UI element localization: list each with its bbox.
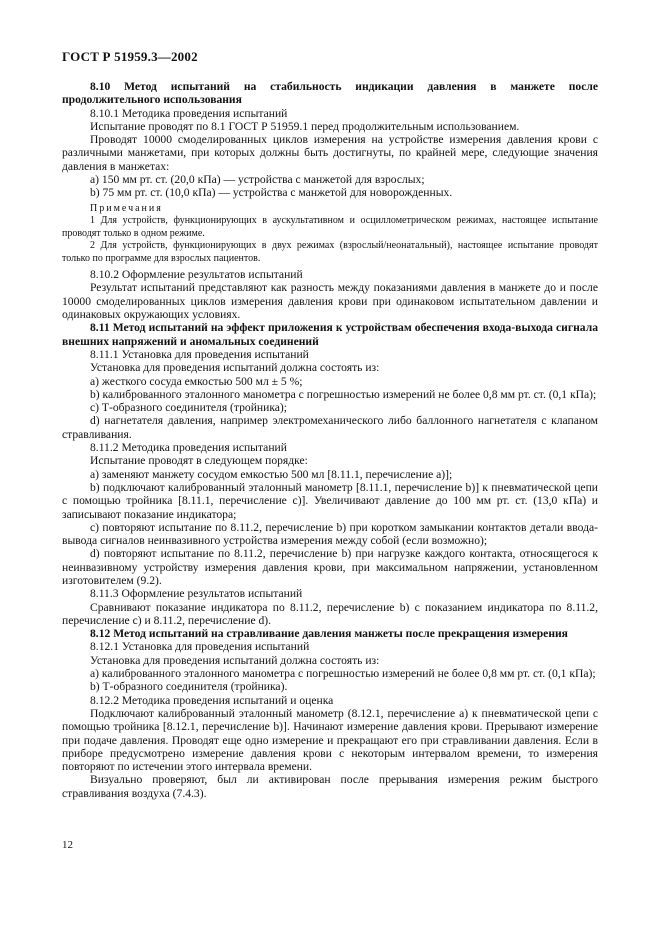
list-item: d) повторяют испытание по 8.11.2, перечисление b) при нагрузке каждого контакта, относящегося к неинвазивному устройству измерения давления крови, при максимальном напряжении, установленном изготовителем (9.2). bbox=[62, 547, 598, 587]
list-item: a) калиброванного эталонного манометра с погрешностью измерений не более 0,8 мм рт. ст. (0,1 кПа); bbox=[90, 667, 596, 681]
subsection-8-10-2: 8.10.2 Оформление результатов испытаний bbox=[90, 268, 303, 282]
list-item: b) Т-образного соединителя (тройника). bbox=[90, 680, 288, 694]
subsection-8-10-1: 8.10.1 Методика проведения испытаний bbox=[90, 106, 288, 120]
subsection-8-11-2: 8.11.2 Методика проведения испытаний bbox=[90, 441, 287, 455]
list-item: d) нагнетателя давления, например электромеханического либо баллонного нагнетателя с клапаном стравливания. bbox=[62, 414, 598, 441]
section-heading-8-10: 8.10 Метод испытаний на стабильность индикации давления в манжете после продолжительного использования bbox=[62, 80, 598, 107]
document-body bbox=[62, 80, 598, 800]
note-item: 2 Для устройств, функционирующих в двух режимах (взрослый/неонатальный), настоящее испытание проводят только по программе для взрослых пациентов. bbox=[62, 240, 598, 264]
paragraph: Проводят 10000 смоделированных циклов измерения на устройстве измерения давления крови с различными манжетами, при которых должны быть достигнуты, по крайней мере, следующие значения давления в манжетах: bbox=[62, 133, 598, 173]
paragraph: Установка для проведения испытаний должна состоять из: bbox=[90, 361, 380, 375]
note-item: 1 Для устройств, функционирующих в аускультативном и осциллометрическом режимах, настоящее испытание проводят только в одном режиме. bbox=[62, 215, 598, 239]
list-item: a) заменяют манжету сосудом емкостью 500 мл [8.11.1, перечисление a)]; bbox=[90, 467, 453, 481]
section-heading-8-12: 8.12 Метод испытаний на стравливание давления манжеты после прекращения измерения bbox=[90, 627, 568, 641]
section-heading-8-11: 8.11 Метод испытаний на эффект приложения к устройствам обеспечения входа-выхода сигнала внешних напряжений и аномальных соединений bbox=[62, 321, 598, 348]
paragraph: Установка для проведения испытаний должна состоять из: bbox=[90, 653, 380, 667]
page-number: 12 bbox=[62, 839, 73, 851]
list-item: b) 75 мм рт. ст. (10,0 кПа) — устройства с манжетой для новорожденных. bbox=[90, 186, 453, 200]
subsection-8-12-1: 8.12.1 Установка для проведения испытаний bbox=[90, 640, 310, 654]
list-item: a) жесткого сосуда емкостью 500 мл ± 5 %; bbox=[90, 374, 303, 388]
list-item: a) 150 мм рт. ст. (20,0 кПа) — устройства с манжетой для взрослых; bbox=[90, 173, 425, 187]
paragraph: Визуально проверяют, был ли активирован после прерывания измерения режим быстрого стравливания воздуха (7.4.3). bbox=[62, 773, 598, 800]
list-item: c) повторяют испытание по 8.11.2, перечисление b) при коротком замыкании контактов детали ввода-вывода сигналов неинвазивного устройства измерения между собой (если возможно); bbox=[62, 520, 598, 548]
subsection-8-12-2: 8.12.2 Методика проведения испытаний и оценка bbox=[90, 693, 334, 707]
paragraph: Результат испытаний представляют как разность между показаниями давления в манжете до и после 10000 смоделированных циклов измерения давления крови при одинаковом испытательном давлении и одинаковых окружающих условиях. bbox=[62, 281, 598, 322]
list-item: b) калиброванного эталонного манометра с погрешностью измерений не более 0,8 мм рт. ст. (0,1 кПа); bbox=[90, 387, 597, 401]
list-item: b) подключают калиброванный эталонный манометр [8.11.1, перечисление b)] к пневматической цепи с помощью тройника [8.11.1, перечисление с)]. Увеличивают давление до 100 мм рт. ст. (13,0 кПа) и записывают показание индикатора; bbox=[62, 480, 598, 521]
paragraph: Сравнивают показание индикатора по 8.11.2, перечисление b) с показанием индикатора по 8.11.2, перечисление c) и 8.11.2, перечисление d). bbox=[62, 600, 598, 627]
paragraph: Подключают калиброванный эталонный манометр (8.12.1, перечисление a) к пневматической цепи с помощью тройника [8.12.1, перечисление b)]. Начинают измерение давления крови. Прерывают измерение при подаче давления. Проводят еще одно измерение и прекращают его при стравливании давления. Если в приборе предусмотрено измерение давления крови с некоторым интервалом времени, то измерения повторяют по истечении этого интервала времени. bbox=[62, 706, 598, 774]
subsection-8-11-3: 8.11.3 Оформление результатов испытаний bbox=[90, 587, 303, 601]
page-header: ГОСТ Р 51959.3—2002 bbox=[62, 49, 198, 64]
paragraph: Испытание проводят по 8.1 ГОСТ Р 51959.1 перед продолжительным использованием. bbox=[90, 119, 520, 133]
paragraph: Испытание проводят в следующем порядке: bbox=[90, 454, 308, 468]
subsection-8-11-1: 8.11.1 Установка для проведения испытаний bbox=[90, 347, 309, 361]
list-item: c) Т-образного соединителя (тройника); bbox=[90, 401, 288, 415]
notes-title: Примечания bbox=[90, 202, 163, 214]
